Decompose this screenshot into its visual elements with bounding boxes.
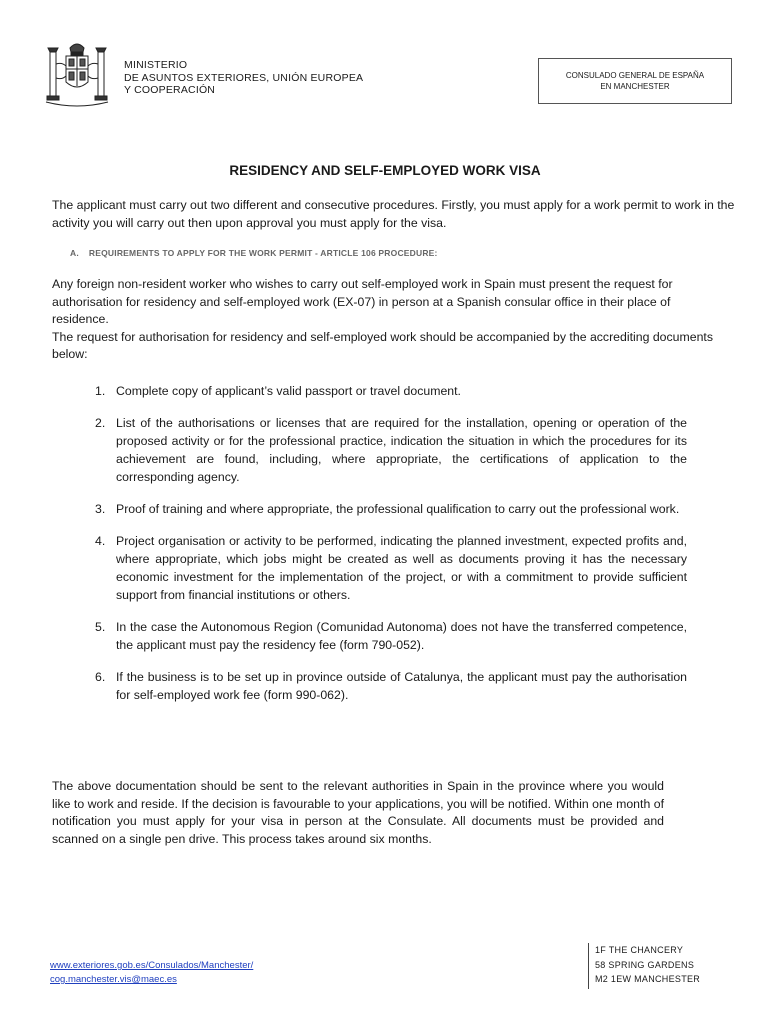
email-link[interactable]: cog.manchester.vis@maec.es: [50, 974, 177, 985]
intro-paragraph: The applicant must carry out two different and consecutive procedures. Firstly, you must apply for a work permit to work in the activity you will carry out then upon approval you must apply for the visa.: [52, 198, 735, 230]
item-text: Project organisation or activity to be performed, indicating the planned investment, expected profits and, where appropriate, which jobs might be created as well as documents proving it has the necessary economic investment for the implementation of the project, or with a commitment to provide sufficient support from financial institutions or others.: [116, 534, 687, 602]
ministry-name: [124, 59, 363, 97]
ministry-line: DE ASUNTOS EXTERIORES, UNIÓN EUROPEA: [124, 71, 364, 84]
item-number: 3.: [95, 502, 106, 516]
requirements-list: [95, 382, 687, 718]
item-text: Complete copy of applicant’s valid passport or travel document.: [116, 384, 461, 398]
item-number: 1.: [95, 384, 106, 398]
consulate-box: [538, 58, 732, 104]
item-number: 5.: [95, 620, 106, 634]
item-text: If the business is to be set up in province outside of Catalunya, the applicant must pay the authorisation for self-employed work fee (form 990-062).: [116, 670, 687, 702]
address-line: 58 SPRING GARDENS: [595, 959, 695, 970]
section-intro-paragraph: Any foreign non-resident worker who wishes to carry out self-employed work in Spain must present the request for authorisation for residency and self-employed work (EX-07) in person at a Spanish consular office in their place of residence.: [52, 277, 673, 326]
item-number: 2.: [95, 416, 106, 430]
footer-links: [50, 959, 253, 987]
ministry-line: MINISTERIO: [124, 59, 188, 71]
item-number: 6.: [95, 670, 106, 684]
ministry-line: Y COOPERACIÓN: [124, 84, 216, 96]
item-text: List of the authorisations or licenses that are required for the installation, opening or operation of the proposed activity or for the professional practice, indication the situation in which the procedures for its achievement are found, including, where appropriate, the certifications of application to the corresponding agency.: [116, 416, 687, 484]
section-letter: A.: [70, 248, 79, 258]
address-line: 1F THE CHANCERY: [595, 945, 684, 955]
item-number: 4.: [95, 534, 106, 548]
item-text: In the case the Autonomous Region (Comunidad Autonoma) does not have the transferred competence, the applicant must pay the residency fee (form 790-052).: [116, 620, 687, 652]
list-item: [95, 668, 687, 704]
website-link[interactable]: www.exteriores.gob.es/Consulados/Manchester/: [50, 960, 254, 971]
closing-paragraph: The above documentation should be sent to the relevant authorities in Spain in the province where you would like to work and reside. If the decision is favourable to your applications, you will be notified. Within one month of notification you must apply for your visa in person at the Consulate. All documents must be provided and scanned on a single pen drive. This process takes around six months.: [52, 779, 664, 846]
coat-of-arms-logo: [42, 38, 112, 110]
section-a-heading: [70, 248, 438, 258]
list-item: [95, 414, 687, 486]
consulate-line: EN MANCHESTER: [600, 82, 670, 91]
consulate-line: CONSULADO GENERAL DE ESPAÑA: [565, 71, 705, 80]
list-item: [95, 382, 687, 400]
document-title: RESIDENCY AND SELF-EMPLOYED WORK VISA: [229, 163, 541, 178]
footer-address: [588, 943, 700, 989]
list-item: [95, 500, 687, 518]
address-line: M2 1EW MANCHESTER: [595, 974, 701, 984]
section-intro: [52, 276, 717, 364]
list-item: [95, 532, 687, 604]
section-intro-paragraph: The request for authorisation for residency and self-employed work should be accompanied by the accrediting documents below:: [52, 329, 713, 361]
list-item: [95, 618, 687, 654]
item-text: Proof of training and where appropriate, the professional qualification to carry out the professional work.: [116, 502, 680, 516]
section-heading-text: REQUIREMENTS TO APPLY FOR THE WORK PERMIT - ARTICLE 106 PROCEDURE:: [88, 248, 438, 258]
